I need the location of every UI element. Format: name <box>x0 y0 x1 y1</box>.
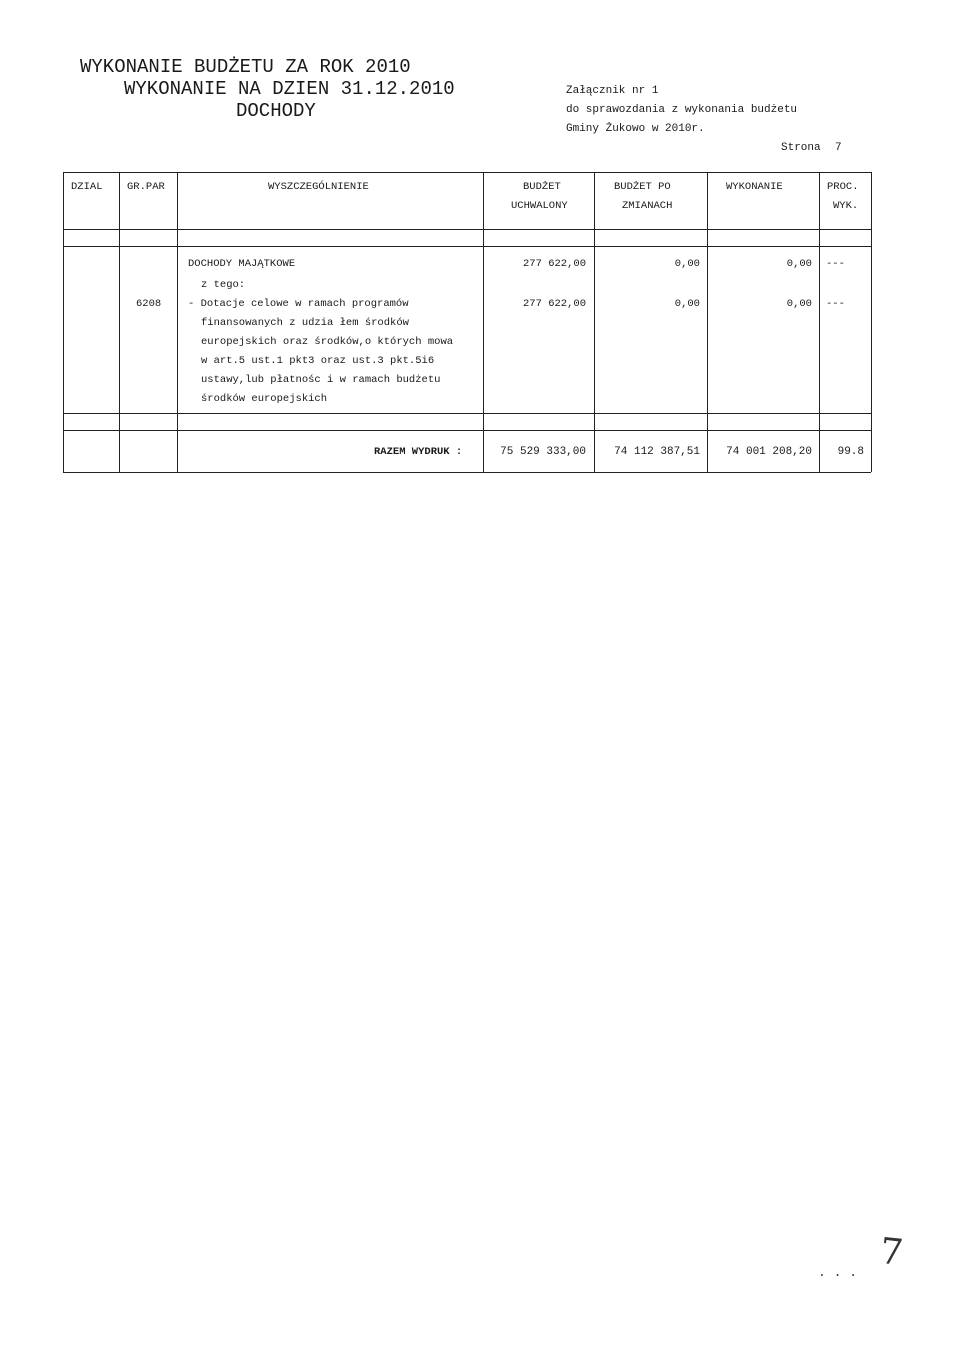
row-capital-income-exec: 0,00 <box>786 258 812 270</box>
col-rule-desc <box>483 172 484 472</box>
row-6208-desc-line: środków europejskich <box>201 393 328 405</box>
footer-dots: . . . <box>818 1265 858 1280</box>
row-capital-income-desc: DOCHODY MAJĄTKOWE <box>188 258 296 270</box>
col-header-grpar: GR.PAR <box>127 181 165 193</box>
page-number: 7 <box>835 142 842 154</box>
col-rule-po <box>707 172 708 472</box>
annex-description: do sprawozdania z wykonania budżetu <box>566 104 798 116</box>
title-budget-year: WYKONANIE BUDŻETU ZA ROK 2010 <box>80 56 411 78</box>
table-top-rule <box>63 172 871 173</box>
col-rule-dzial <box>119 172 120 472</box>
col-header-percent: PROC. <box>827 181 859 193</box>
total-percent: 99.8 <box>837 446 864 458</box>
header-bottom-rule <box>63 229 871 230</box>
total-top-rule <box>63 430 871 431</box>
row-capital-income-after: 0,00 <box>674 258 700 270</box>
row-6208-after: 0,00 <box>674 298 700 310</box>
title-execution-date: WYKONANIE NA DZIEN 31.12.2010 <box>124 78 455 100</box>
col-header-budget-changes: ZMIANACH <box>622 200 673 212</box>
row-capital-income-budget: 277 622,00 <box>522 258 586 270</box>
row-6208-percent: --- <box>826 298 845 310</box>
col-header-budget-approved: UCHWALONY <box>511 200 568 212</box>
col-rule-left <box>63 172 64 472</box>
body-bottom-rule <box>63 413 871 414</box>
row-6208-exec: 0,00 <box>786 298 812 310</box>
table-bottom-rule <box>63 472 871 473</box>
row-6208-code: 6208 <box>136 298 162 310</box>
total-budget: 75 529 333,00 <box>500 446 586 458</box>
col-rule-right <box>871 172 872 472</box>
annex-municipality: Gminy Żukowo w 2010r. <box>566 123 705 135</box>
row-6208-budget: 277 622,00 <box>522 298 586 310</box>
total-exec: 74 001 208,20 <box>726 446 812 458</box>
col-header-percent-exec: WYK. <box>833 200 859 212</box>
row-6208-desc-line: w art.5 ust.1 pkt3 oraz ust.3 pkt.5i6 <box>201 355 435 367</box>
total-after: 74 112 387,51 <box>614 446 700 458</box>
row-6208-desc-line: finansowanych z udzia łem środków <box>201 317 409 329</box>
row-6208-desc-line: europejskich oraz środków,o których mowa <box>201 336 454 348</box>
annex-number: Załącznik nr 1 <box>566 85 659 97</box>
body-top-rule <box>63 246 871 247</box>
col-rule-wyk <box>819 172 820 472</box>
col-header-execution: WYKONANIE <box>726 181 783 193</box>
col-rule-budzet <box>594 172 595 472</box>
row-capital-income-percent: --- <box>826 258 845 270</box>
title-income: DOCHODY <box>236 100 316 122</box>
row-6208-desc-line: ustawy,lub płatnośc i w ramach budżetu <box>201 374 441 386</box>
page-label: Strona <box>781 142 821 154</box>
row-of-which-label: z tego: <box>201 279 246 291</box>
col-header-description: WYSZCZEGÓLNIENIE <box>268 181 369 193</box>
handwritten-page-mark: 7 <box>877 1230 905 1275</box>
total-label: RAZEM WYDRUK : <box>374 446 463 458</box>
col-header-dzial: DZIAL <box>71 181 103 193</box>
col-header-budget: BUDŻET <box>523 181 561 193</box>
row-6208-desc-line: - Dotacje celowe w ramach programów <box>188 298 409 310</box>
col-header-budget-after: BUDŻET PO <box>614 181 671 193</box>
col-rule-grpar <box>177 172 178 472</box>
